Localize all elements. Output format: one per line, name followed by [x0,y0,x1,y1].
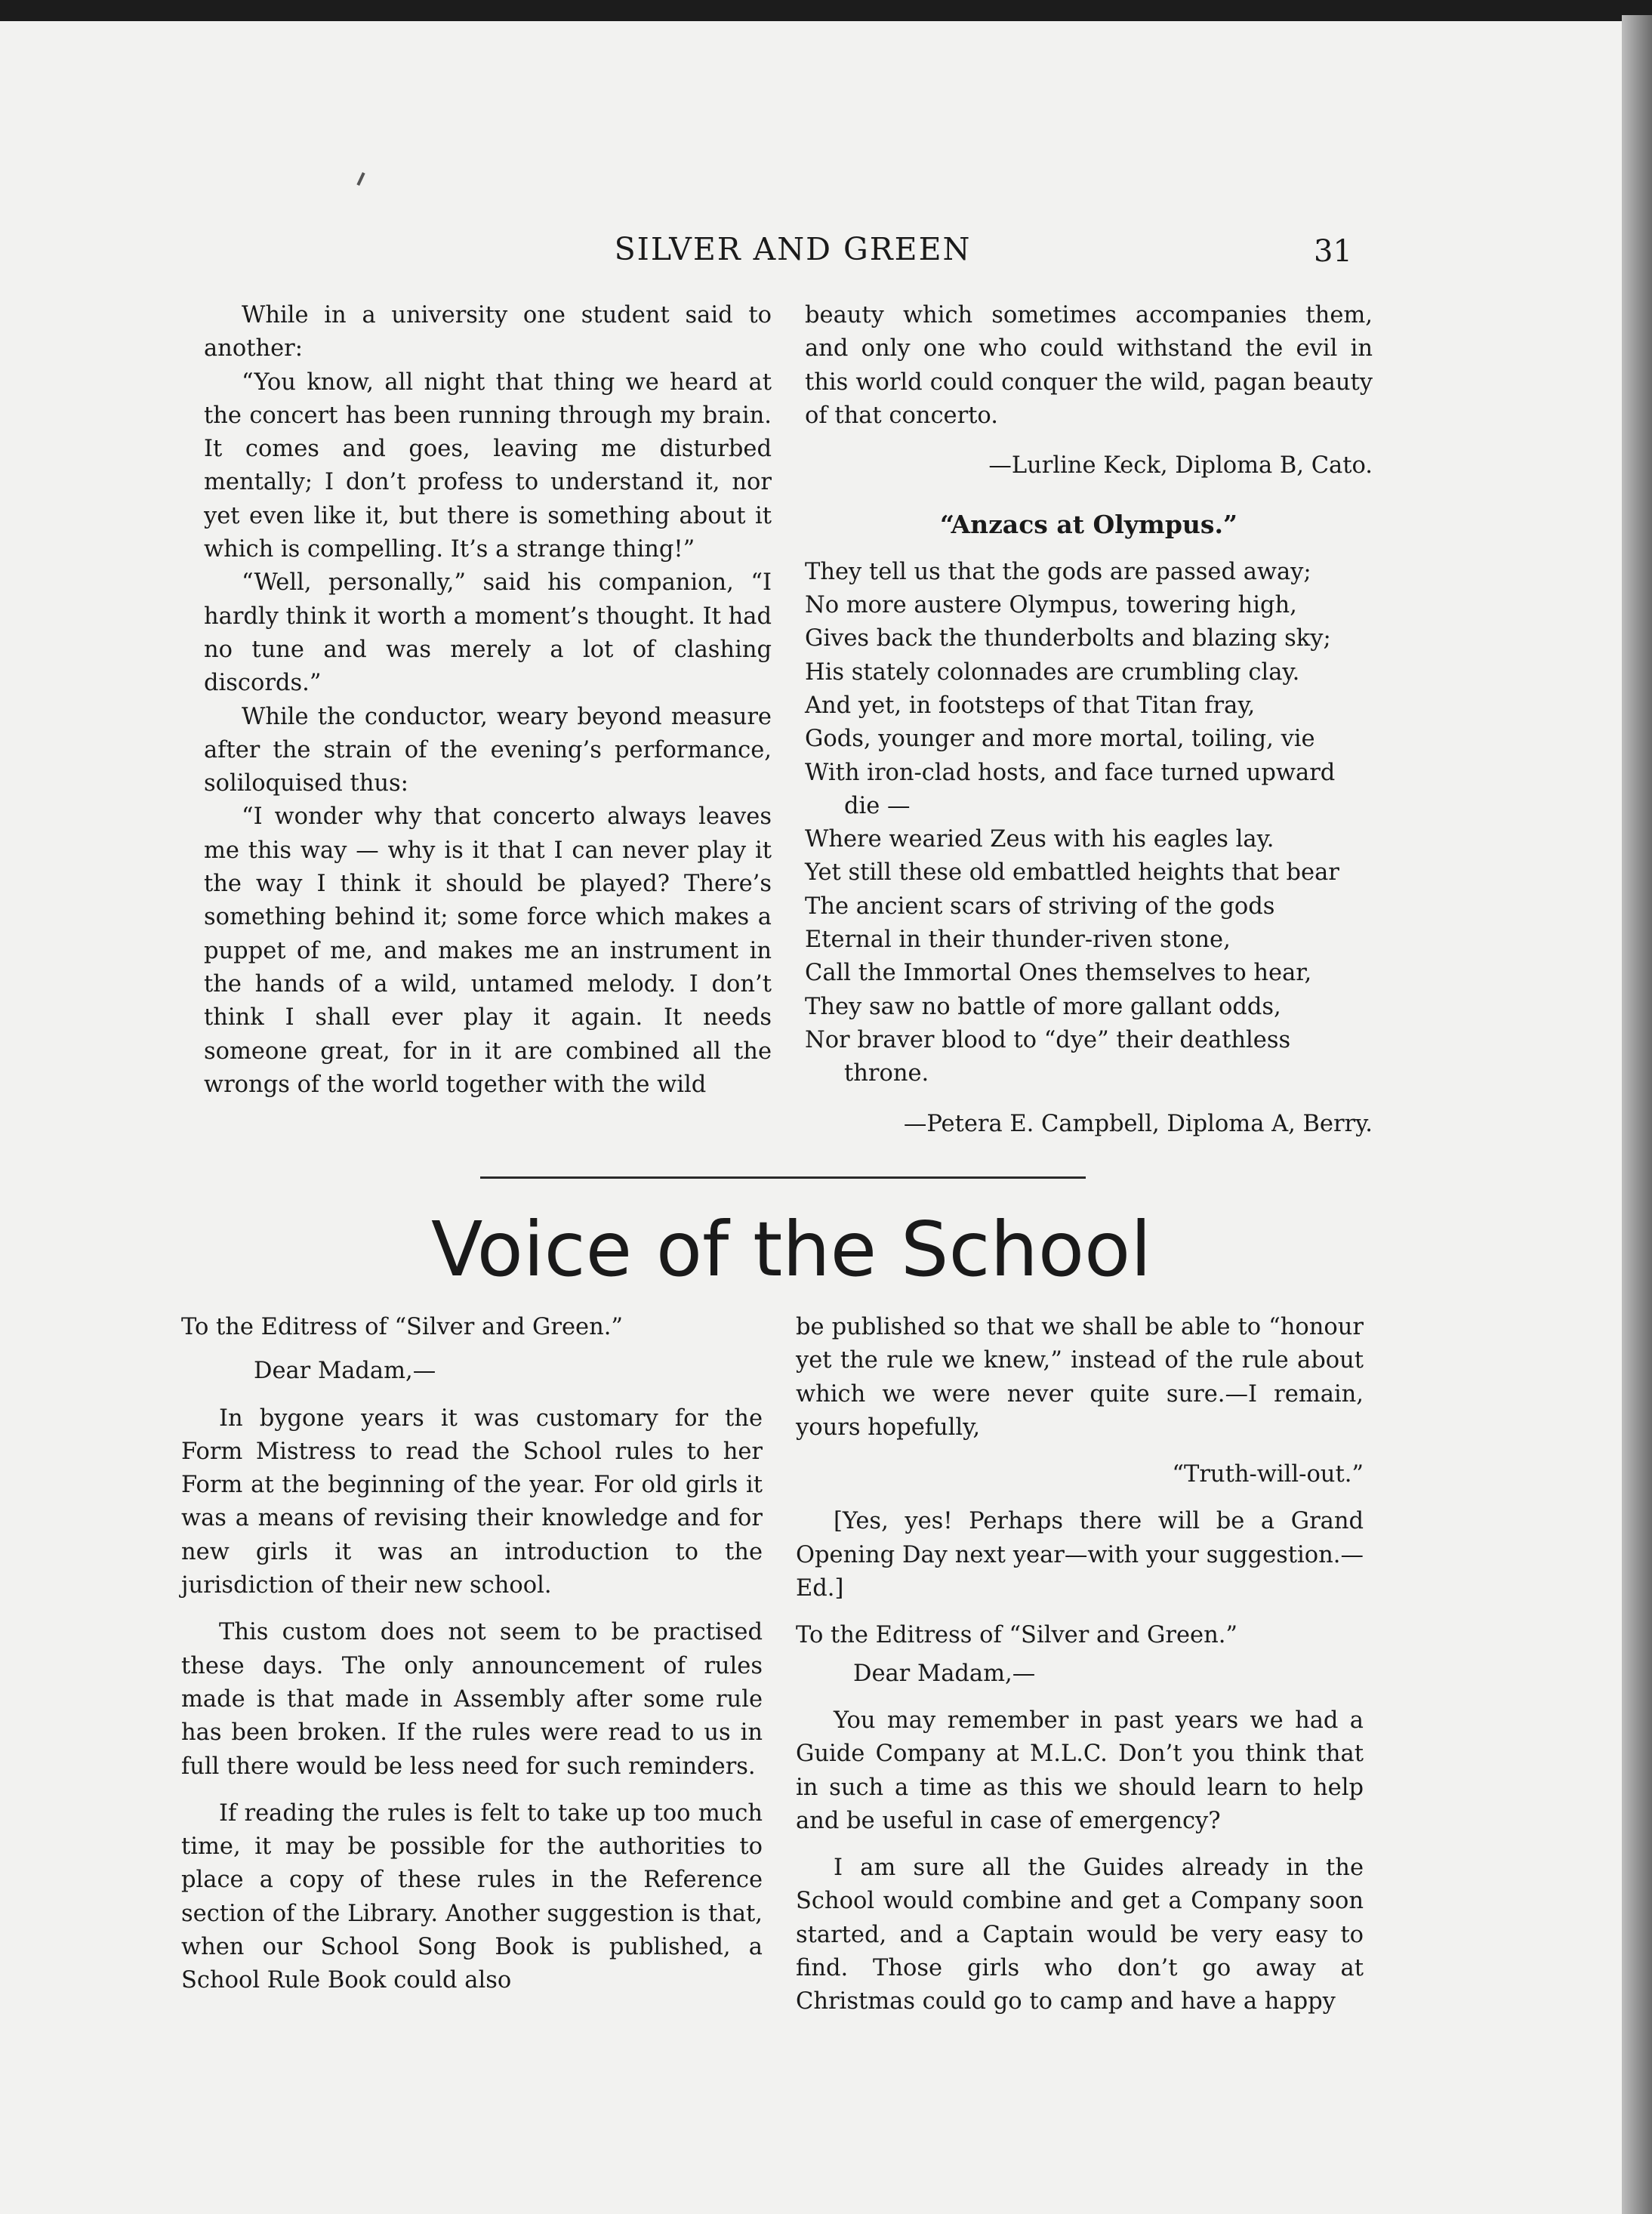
letter-greeting: Dear Madam,— [853,1660,1036,1687]
poem-line: Where wearied Zeus with his eagles lay. [805,826,1274,853]
poem-line: No more austere Olympus, towering high, [805,592,1297,619]
poem-line: Gives back the thunderbolts and blazing sky; [805,625,1331,652]
story-left-column [204,299,772,1102]
poem-line: And yet, in footsteps of that Titan fray, [805,692,1256,719]
poem [805,556,1373,1091]
poem-line: Yet still these old embattled heights that bear [805,859,1339,887]
poem-line: They saw no battle of more gallant odds, [805,993,1281,1020]
poem-line: die — [844,792,911,819]
letter-signature: “Truth-will-out.” [1172,1461,1364,1488]
page-number: 31 [1314,234,1352,269]
letter-salutation-line: To the Editress of “Silver and Green.” [796,1622,1238,1649]
letter-greeting: Dear Madam,— [254,1358,436,1385]
paragraph: be published so that we shall be able to “honour yet the rule we knew,” instead of the rule about which we were never quite sure.—I remain, yours hopefully, [796,1314,1364,1441]
paragraph: beauty which sometimes accompanies them, and only one who could withstand the evil in this world could conquer the wild, pagan beauty of that concerto. [805,302,1373,429]
poem-line: With iron-clad hosts, and face turned upward [805,759,1336,786]
editor-note: [Yes, yes! Perhaps there will be a Grand Opening Day next year—with your suggestion.—Ed.] [796,1508,1364,1602]
paragraph: This custom does not seem to be practised these days. The only announcement of rules made is that made in Assembly after some rule has been broken. If the rules were read to us in full there would be less need for such reminders. [181,1619,763,1780]
poem-line: Call the Immortal Ones themselves to hear, [805,960,1312,987]
running-header: SILVER AND GREEN [614,231,972,267]
paragraph: You may remember in past years we had a Guide Company at M.L.C. Don’t you think that in such a time as this we should learn to help and be useful in case of emergency? [796,1707,1364,1834]
letter-salutation-line: To the Editress of “Silver and Green.” [181,1314,624,1340]
poem-line: His stately colonnades are crumbling clay. [805,658,1300,686]
poem-signature: —Petera E. Campbell, Diploma A, Berry. [903,1110,1373,1137]
paragraph: While in a university one student said to another: [204,302,772,362]
poem-line: Gods, younger and more mortal, toiling, vie [805,726,1315,753]
paragraph: “You know, all night that thing we heard at the concert has been running through my brain. It comes and goes, leaving me disturbed mentally; I don’t profess to understand it, nor yet even like it, but there is something about it which is compelling. It’s a strange thing!” [204,368,772,563]
poem-line: They tell us that the gods are passed away; [805,558,1311,585]
paragraph: I am sure all the Guides already in the School would combine and get a Company soon started, and a Captain would be very easy to find. Those girls who don’t go away at Christmas could go to camp and have a happy [796,1855,1364,2015]
author-signature: —Lurline Keck, Diploma B, Cato. [988,452,1373,479]
poem-title: “Anzacs at Olympus.” [940,510,1237,540]
paragraph: If reading the rules is felt to take up too much time, it may be possible for the authorities to place a copy of these rules in the Reference section of the Library. Another suggestion is that, when our School Song Book is published, a School Rule Book could also [181,1799,763,1994]
poem-line: Eternal in their thunder-riven stone, [805,927,1231,954]
section-divider [480,1176,1086,1179]
paragraph: While the conductor, weary beyond measure after the strain of the evening’s performance, soliloquised thus: [204,703,772,797]
poem-line: throne. [844,1060,929,1087]
poem-line: The ancient scars of striving of the gods [805,893,1275,920]
section-title: Voice of the School [431,1205,1151,1294]
page-edge-shadow [1622,15,1652,2214]
story-right-column [805,299,1373,1141]
letters-right-column [796,1311,1364,2019]
paragraph: In bygone years it was customary for the Form Mistress to read the School rules to her Form at the beginning of the year. For old girls it was a means of revising their knowledge and for new girls it was an introduction to the jurisdiction of their new school. [181,1405,763,1599]
letters-left-column [181,1311,763,1998]
paragraph: “I wonder why that concerto always leaves me this way — why is it that I can never play it the way I think it should be played? There’s something behind it; some force which makes a puppet of me, and makes me an instrument in the hands of a wild, untamed melody. I don’t think I shall ever play it again. It needs someone great, for in it are combined all the wrongs of the world together with the wild [204,803,772,1098]
paragraph: “Well, personally,” said his companion, “I hardly think it worth a moment’s thought. It had no tune and was merely a lot of clashing discords.” [204,569,772,697]
poem-line: Nor braver blood to “dye” their deathless [805,1026,1291,1053]
